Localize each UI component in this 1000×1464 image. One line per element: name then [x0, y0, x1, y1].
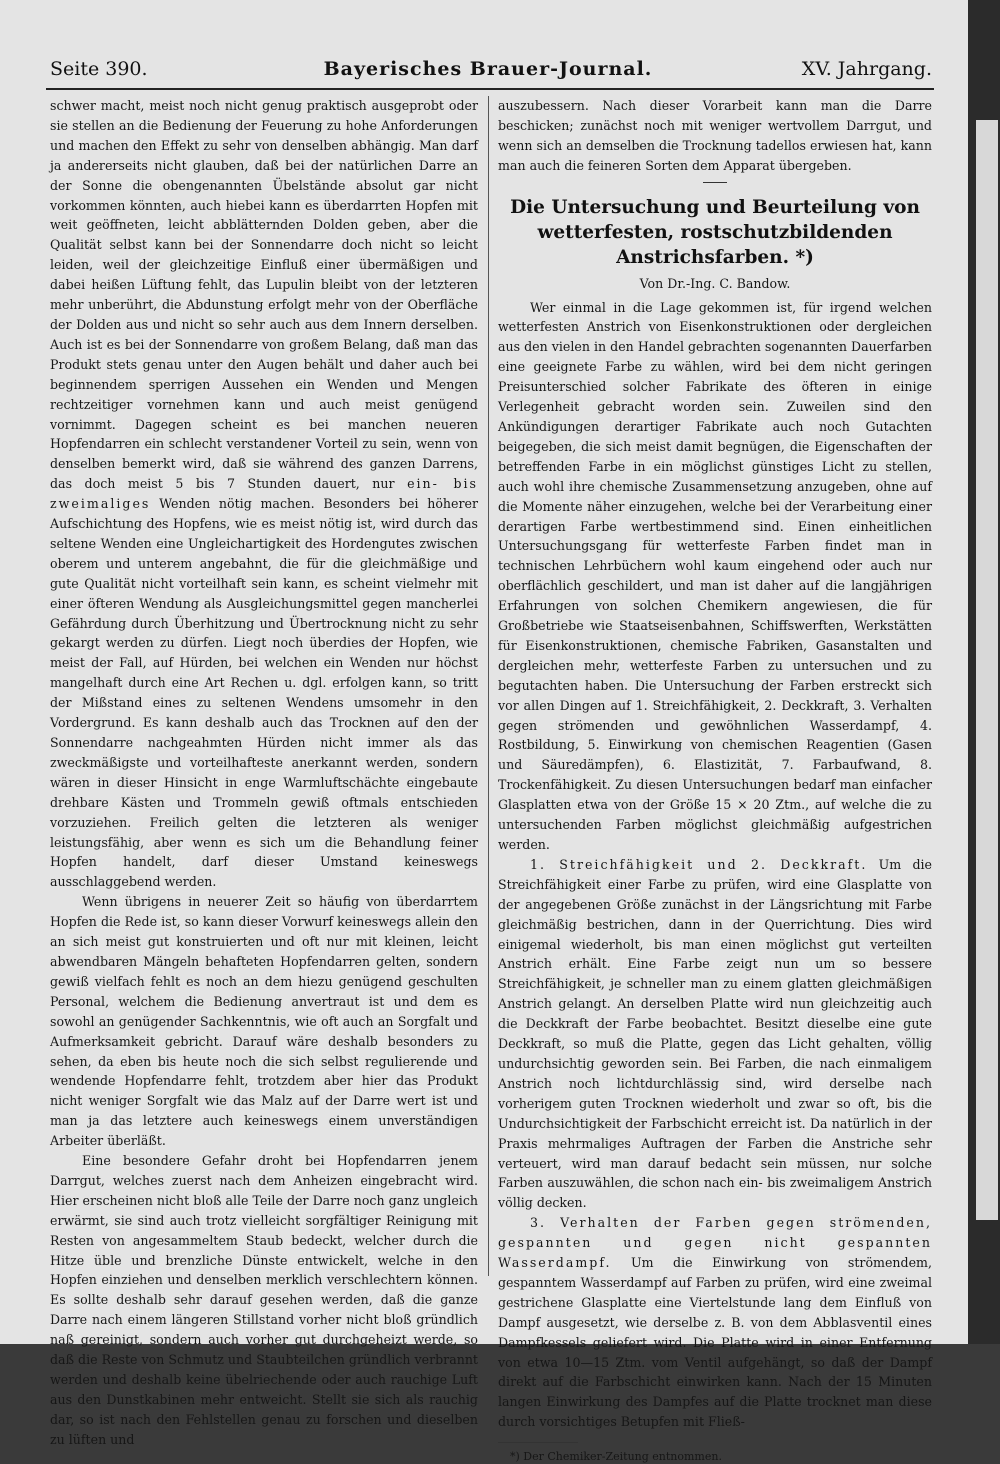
article-byline: Von Dr.-Ing. C. Bandow.	[639, 275, 791, 291]
article-title: Die Untersuchung und Beurteilung von wetterfesten, rostschutzbildenden Anstrichsfarben. *)	[510, 196, 920, 268]
article-paragraph-1: Wer einmal in die Lage gekommen ist, für irgend welchen wetterfesten Anstrich von Eisenkonstruktionen oder dergleichen aus den vielen in den Handel gebrachten sogenannten Dauerfarben eine geeignete Farbe zu wählen, wird bei dem nicht geringen Preisunterschied solcher Fabrikate des öfteren in einige Verlegenheit gebracht worden sein. Zuweilen sind den Ankündigungen derartiger Fabrikate auch noch Gutachten beigegeben, die sich meist damit begnügen, die Eigenschaften der betreffenden Farbe in ein möglichst günstiges Licht zu stellen, auch wohl ihre chemische Zusammensetzung anzugeben, ohne auf die Momente näher einzugehen, welche bei der Verarbeitung einer derartigen Farbe wertbestimmend sind. Einen einheitlichen Untersuchungsgang für wetterfeste Farben findet man in technischen Lehrbüchern wohl kaum eingehend oder auch nur oberflächlich geschildert, und man ist daher auf die langjährigen Erfahrungen von solchen Chemikern angewiesen, die für Großbetriebe wie Staatseisenbahnen, Schiffswerften, Werkstätten für Eisenkonstruktionen, chemische Fabriken, Gasanstalten und dergleichen mehr, wetterfeste Farben zu untersuchen und zu begutachten haben. Die Untersuchung der Farben erstreckt sich vor allen Dingen auf 1. Streichfähigkeit, 2. Deckkraft, 3. Verhalten gegen strömenden und gewöhnlichen Wasserdampf, 4. Rostbildung, 5. Einwirkung von chemischen Reagentien (Gasen und Säuredämpfen), 6. Elastizität, 7. Farbaufwand, 8. Trockenfähigkeit. Zu diesen Untersuchungen bedarf man einfacher Glasplatten etwa von der Größe 15 × 20 Ztm., auf welche die zu untersuchenden Farben möglichst gleichmäßig aufgestrichen werden.	[498, 299, 932, 852]
journal-title: Bayerisches Brauer-Journal.	[323, 58, 653, 80]
section-1-heading: 1. Streichfähigkeit und 2. Deckkraft.	[530, 856, 868, 872]
header-rule	[46, 88, 934, 90]
section-divider	[703, 182, 727, 183]
page-header	[40, 56, 936, 86]
left-paragraph-3: Eine besondere Gefahr droht bei Hopfendarren jenem Darrgut, welches zuerst nach dem Anheizen eingebracht wird. Hier erscheinen nicht bloß alle Teile der Darre noch ganz ungleich erwärmt, sie sind auch trotz vielleicht sorgfältiger Reinigung mit Resten von angesammeltem Staub bedeckt, welcher durch die Hitze üble und brenzliche Dünste entwickelt, welche in den Hopfen einziehen und denselben merklich verschlechtern können. Es sollte deshalb sehr darauf gesehen werden, daß die ganze Darre nach einem längeren Stillstand vorher nicht bloß gründlich naß gereinigt, sondern auch vorher gut durchgeheizt werde, so daß die Reste von Schmutz und Staubteilchen gründlich verbrannt werden und deshalb keine übelriechende oder auch rauchige Luft aus den Dunstkabinen mehr entweicht. Stellt sie sich als rauchig dar, so ist nach den Fehlstellen genau zu forschen und dieselben zu lüften und	[50, 1153, 478, 1447]
footnote-rule	[498, 1442, 578, 1443]
right-paragraph-0: auszubessern. Nach dieser Vorarbeit kann man die Darre beschicken; zunächst noch mit weniger wertvollem Darrgut, und wenn sich an demselben die Trocknung tadellos erwiesen hat, kann man auch die feineren Sorten dem Apparat übergeben.	[498, 98, 932, 173]
column-divider	[488, 96, 489, 1276]
page-number: Seite 390.	[50, 58, 148, 80]
left-paragraph-2: Wenn übrigens in neuerer Zeit so häufig von überdarrtem Hopfen die Rede ist, so kann dieser Vorwurf keineswegs allein den an sich meist gut konstruierten und oft nur mit kleinen, leicht abwendbaren Mängeln behafteten Hopfendarren gelten, sondern gewiß vielfach fehlt es noch an dem hiezu genügend geschulten Personal, welchem die Bedienung anvertraut ist und dem es sowohl an genügender Sachkenntnis, wie oft auch an Sorgfalt und Aufmerksamkeit gebricht. Darauf wäre deshalb besonders zu sehen, da eben bis heute noch die sich selbst regulierende und wendende Hopfendarre fehlt, trotzdem aber hier das Produkt nicht weniger Sorgfalt wie das Malz auf der Darre wert ist und man ja das letztere auch keineswegs einem unverständigen Arbeiter überläßt.	[50, 894, 478, 1149]
section-3-heading: 3. Verhalten der Farben gegen strömenden, gespannten und gegen nicht gespannten Wasserdampf.	[498, 1215, 932, 1271]
spaced-emphasis: ein- bis zweimaliges	[50, 476, 478, 512]
right-column	[498, 96, 932, 1464]
adjacent-page-strip	[976, 120, 998, 1220]
article-section-1: 1. Streichfähigkeit und 2. Deckkraft. Um die Streichfähigkeit einer Farbe zu prüfen, wird eine Glasplatte von der angegebenen Größe zunächst in der Längsrichtung mit Farbe gleichmäßig bestrichen, dann in der Querrichtung. Dies wird einigemal wiederholt, bis man einen möglichst gut verteilten Anstrich erhält. Eine Farbe zeigt nun um so bessere Streichfähigkeit, je schneller man zu einem glatten gleichmäßigen Anstrich gelangt. An derselben Platte wird nun gleichzeitig auch die Deckkraft der Farbe beobachtet. Besitzt dieselbe eine gute Deckkraft, so muß die Platte, gegen das Licht gehalten, völlig undurchsichtig geworden sein. Bei Farben, die nach einmaligem Anstrich noch lichtdurchlässig sind, wird derselbe nach vorherigem guten Trocknen wiederholt und zwar so oft, bis die Undurchsichtigkeit der Farbschicht erreicht ist. Da natürlich in der Praxis mehrmaliges Auftragen der Farben die Anstriche sehr verteuert, wird man darauf bedacht sein müssen, nur solche Farben auszuwählen, die schon nach ein- bis zweimaligem Anstrich völlig decken.	[498, 856, 932, 1211]
article-section-3: 3. Verhalten der Farben gegen strömenden, gespannten und gegen nicht gespannten Wasserdampf. Um die Einwirkung von strömendem, gespanntem Wasserdampf auf Farben zu prüfen, wird eine zweimal gestrichene Glasplatte eine Viertelstunde lang dem Einfluß von Dampf ausgesetzt, wie derselbe z. B. von dem Abblasventil eines Dampfkessels geliefert wird. Die Platte wird in einer Entfernung von etwa 10—15 Ztm. vom Ventil aufgehängt, so daß der Dampf direkt auf die Farbschicht einwirken kann. Nach der 15 Minuten langen Einwirkung des Dampfes auf die Platte trocknet man diese durch vorsichtiges Betupfen mit Fließ-	[498, 1215, 932, 1430]
left-paragraph-1: schwer macht, meist noch nicht genug praktisch ausgeprobt oder sie stellen an die Bedienung der Feuerung zu hohe Anforderungen und machen den Effekt zu sehr von denselben abhängig. Man darf ja andererseits nicht glauben, daß bei der natürlichen Darre an der Sonne die obengenannten Übelstände absolut gar nicht vorkommen könnten, auch hiebei kann es überdarrten Hopfen mit weit geöffneten, leicht abblätternden Dolden geben, aber die Qualität selbst kann bei der Sonnendarre doch nicht so leicht leiden, weil der gleichzeitige Einfluß einer übermäßigen und dabei heißen Lüftung fehlt, das Lupulin bleibt von der letzteren mehr unberührt, die Abdunstung erfolgt mehr von der Oberfläche der Dolden aus und nicht so sehr auch aus dem Innern derselben. Auch ist es bei der Sonnendarre von großem Belang, daß man das Produkt stets genau unter den Augen behält und daher auch bei beginnendem sperrigen Aussehen ein Wenden und Mengen rechtzeitiger vornehmen kann und auch meist genügend vornimmt. Dagegen scheint es bei manchen neueren Hopfendarren ein schlecht verstandener Vorteil zu sein, wenn von denselben bemerkt wird, daß sie während des ganzen Darrens, das doch meist 5 bis 7 Stunden dauert, nur ein- bis zweimaliges Wenden nötig machen. Besonders bei höherer Aufschichtung des Hopfens, wie es meist nötig ist, wird durch das seltene Wenden eine Ungleichartigkeit des Hordengutes zwischen oberem und unterem angebahnt, die für die gleichmäßige und gute Qualität nicht vorteilhaft sein kann, es scheint vielmehr mit einer öfteren Wendung als Ausgleichungsmittel gegen mancherlei Gefährdung durch Überhitzung und Übertrocknung nicht zu sehr gekargt werden zu dürfen. Liegt noch überdies der Hopfen, wie meist der Fall, auf Hürden, bei welchen ein Wenden nur höchst mangelhaft durch eine Art Rechen u. dgl. erfolgen kann, so tritt der Mißstand eines zu seltenen Wendens umsomehr in den Vordergrund. Es kann deshalb auch das Trocknen auf den der Sonnendarre nachgeahmten Hürden nicht immer als das zweckmäßigste und vorteilhafteste anerkannt werden, sondern wären in dieser Hinsicht in enge Warmluftschächte eingebaute drehbare Kästen und Trommeln gewiß oftmals entschieden vorzuziehen. Freilich gelten die letzteren als weniger leistungsfähig, aber wenn es sich um die Behandlung feiner Hopfen handelt, darf dieser Umstand keineswegs ausschlaggebend werden.	[50, 98, 478, 890]
left-column	[50, 96, 478, 1447]
footnote: *) Der Chemiker-Zeitung entnommen.	[510, 1450, 722, 1464]
volume-label: XV. Jahrgang.	[801, 58, 932, 80]
